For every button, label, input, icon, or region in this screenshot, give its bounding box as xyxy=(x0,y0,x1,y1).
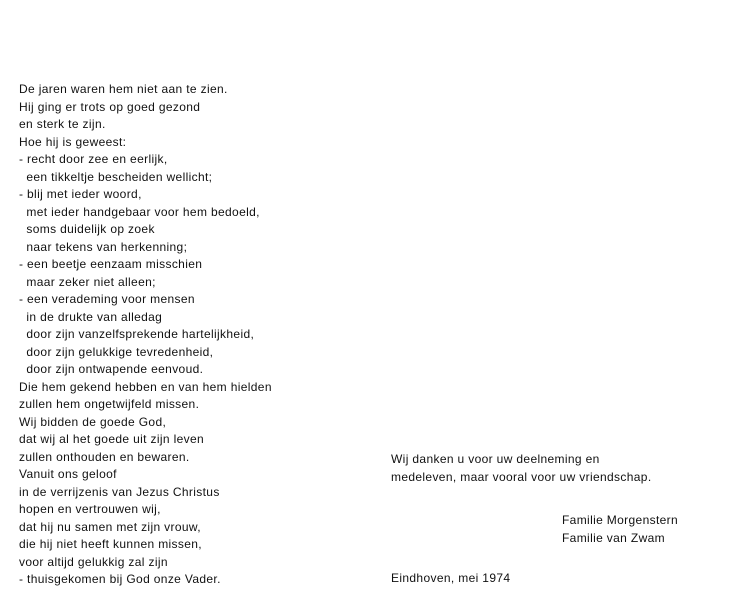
poem-line: en sterk te zijn. xyxy=(19,117,106,131)
poem-line: Hij ging er trots op goed gezond xyxy=(19,99,201,114)
poem-line: - thuisgekomen bij God onze Vader. xyxy=(19,572,221,586)
poem-line: Wij bidden de goede God, xyxy=(19,414,167,429)
poem-line: maar zeker niet alleen; xyxy=(19,274,156,289)
poem-line: die hij niet heeft kunnen missen, xyxy=(19,537,202,551)
poem-line: voor altijd gelukkig zal zijn xyxy=(19,554,168,569)
family-signatures xyxy=(562,512,678,547)
thanks-line: medeleven, maar vooral voor uw vriendschap. xyxy=(391,469,652,484)
poem-line: met ieder handgebaar voor hem bedoeld, xyxy=(19,204,260,219)
poem-line: - een beetje eenzaam misschien xyxy=(19,257,203,271)
poem-line: Die hem gekend hebben en van hem hielden xyxy=(19,379,272,394)
poem-line: hopen en vertrouwen wij, xyxy=(19,502,161,516)
signature-line: Familie Morgenstern xyxy=(562,513,679,527)
poem-line: zullen hem ongetwijfeld missen. xyxy=(19,397,200,411)
poem-line: zullen onthouden en bewaren. xyxy=(19,449,190,464)
thanks-line: Wij danken u voor uw deelneming en xyxy=(391,452,600,466)
poem-line: in de verrijzenis van Jezus Christus xyxy=(19,484,220,499)
poem-line: dat hij nu samen met zijn vrouw, xyxy=(19,519,201,534)
poem-line: - een verademing voor mensen xyxy=(19,292,195,306)
poem-line: in de drukte van alledag xyxy=(19,309,163,324)
poem-line: - recht door zee en eerlijk, xyxy=(19,152,168,166)
place-and-date: Eindhoven, mei 1974 xyxy=(391,571,511,585)
poem-line: soms duidelijk op zoek xyxy=(19,222,155,236)
poem-line: door zijn gelukkige tevredenheid, xyxy=(19,344,214,359)
poem-line: een tikkeltje bescheiden wellicht; xyxy=(19,169,213,184)
poem-line: dat wij al het goede uit zijn leven xyxy=(19,432,205,446)
thanks-text xyxy=(391,451,652,486)
poem-line: Vanuit ons geloof xyxy=(19,467,117,481)
poem-line: door zijn vanzelfsprekende hartelijkheid, xyxy=(19,327,255,341)
poem-text xyxy=(19,81,272,589)
poem-line: Hoe hij is geweest: xyxy=(19,134,127,149)
poem-line: door zijn ontwapende eenvoud. xyxy=(19,362,204,376)
signature-line: Familie van Zwam xyxy=(562,530,665,545)
poem-line: De jaren waren hem niet aan te zien. xyxy=(19,82,228,96)
poem-line: - blij met ieder woord, xyxy=(19,187,142,201)
poem-line: naar tekens van herkenning; xyxy=(19,239,188,254)
